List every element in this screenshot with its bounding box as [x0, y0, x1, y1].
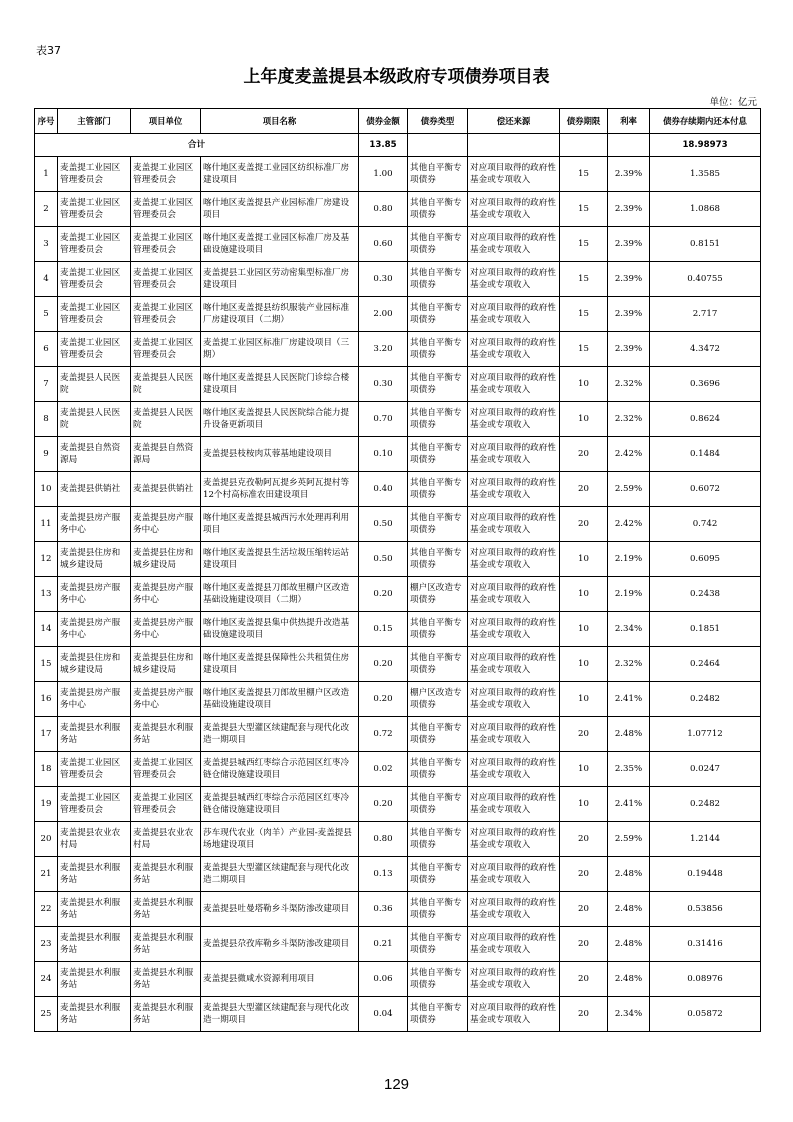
cell-rate: 2.39% — [608, 332, 650, 367]
cell-name: 麦盖提县城西红枣综合示范园区红枣冷链仓储设施建设项目 — [201, 752, 359, 787]
cell-term: 15 — [560, 297, 608, 332]
cell-amount: 0.30 — [359, 367, 408, 402]
cell-rate: 2.39% — [608, 297, 650, 332]
cell-unit: 麦盖提县水利服务站 — [131, 962, 201, 997]
cell-source: 对应项目取得的政府性基金或专项收入 — [468, 682, 560, 717]
cell-source: 对应项目取得的政府性基金或专项收入 — [468, 787, 560, 822]
cell-unit: 麦盖提县水利服务站 — [131, 892, 201, 927]
cell-name: 莎车现代农业（肉羊）产业园-麦盖提县场地建设项目 — [201, 822, 359, 857]
cell-term: 20 — [560, 892, 608, 927]
cell-amount: 0.21 — [359, 927, 408, 962]
cell-unit: 麦盖提县人民医院 — [131, 367, 201, 402]
cell-dept: 麦盖提工业园区管理委员会 — [58, 227, 131, 262]
cell-rate: 2.19% — [608, 577, 650, 612]
cell-rate: 2.19% — [608, 542, 650, 577]
cell-no: 24 — [35, 962, 58, 997]
cell-type: 其他自平衡专项债券 — [408, 822, 468, 857]
cell-amount: 0.80 — [359, 822, 408, 857]
cell-type: 其他自平衡专项债券 — [408, 262, 468, 297]
table-row — [35, 157, 761, 192]
cell-repay: 1.07712 — [650, 717, 761, 752]
header-type: 债券类型 — [408, 109, 468, 134]
cell-term: 20 — [560, 472, 608, 507]
cell-amount: 0.50 — [359, 507, 408, 542]
cell-dept: 麦盖提县房产服务中心 — [58, 682, 131, 717]
cell-term: 10 — [560, 542, 608, 577]
cell-term: 20 — [560, 822, 608, 857]
cell-term: 10 — [560, 787, 608, 822]
cell-repay: 0.742 — [650, 507, 761, 542]
table-row — [35, 507, 761, 542]
cell-repay: 0.1484 — [650, 437, 761, 472]
cell-source: 对应项目取得的政府性基金或专项收入 — [468, 647, 560, 682]
table-row — [35, 227, 761, 262]
cell-repay: 0.8151 — [650, 227, 761, 262]
cell-type: 其他自平衡专项债券 — [408, 297, 468, 332]
cell-type: 其他自平衡专项债券 — [408, 402, 468, 437]
cell-rate: 2.48% — [608, 927, 650, 962]
cell-repay: 0.2482 — [650, 682, 761, 717]
debt-project-table — [34, 108, 761, 1032]
cell-rate: 2.41% — [608, 682, 650, 717]
cell-rate: 2.48% — [608, 717, 650, 752]
cell-unit: 麦盖提县人民医院 — [131, 402, 201, 437]
cell-no: 9 — [35, 437, 58, 472]
cell-amount: 0.70 — [359, 402, 408, 437]
cell-type: 其他自平衡专项债券 — [408, 437, 468, 472]
cell-unit: 麦盖提县水利服务站 — [131, 717, 201, 752]
cell-name: 麦盖提县尕孜库勒乡斗渠防渗改建项目 — [201, 927, 359, 962]
table-row — [35, 402, 761, 437]
header-name: 项目名称 — [201, 109, 359, 134]
cell-unit: 麦盖提县住房和城乡建设局 — [131, 542, 201, 577]
cell-dept: 麦盖提县水利服务站 — [58, 927, 131, 962]
table-row — [35, 472, 761, 507]
cell-term: 10 — [560, 367, 608, 402]
cell-unit: 麦盖提县房产服务中心 — [131, 682, 201, 717]
cell-no: 16 — [35, 682, 58, 717]
cell-unit: 麦盖提工业园区管理委员会 — [131, 332, 201, 367]
cell-no: 17 — [35, 717, 58, 752]
cell-dept: 麦盖提县水利服务站 — [58, 717, 131, 752]
cell-amount: 0.02 — [359, 752, 408, 787]
cell-rate: 2.35% — [608, 752, 650, 787]
table-tag: 表37 — [36, 44, 61, 57]
cell-term: 20 — [560, 962, 608, 997]
cell-unit: 麦盖提县房产服务中心 — [131, 577, 201, 612]
cell-amount: 0.13 — [359, 857, 408, 892]
cell-unit: 麦盖提县自然资源局 — [131, 437, 201, 472]
cell-type: 其他自平衡专项债券 — [408, 752, 468, 787]
total-repay: 18.98973 — [650, 134, 761, 157]
cell-term: 15 — [560, 157, 608, 192]
cell-amount: 0.72 — [359, 717, 408, 752]
cell-name: 麦盖提县大型灌区续建配套与现代化改造一期项目 — [201, 997, 359, 1032]
cell-no: 2 — [35, 192, 58, 227]
total-empty — [408, 134, 468, 157]
cell-repay: 1.2144 — [650, 822, 761, 857]
cell-dept: 麦盖提县人民医院 — [58, 367, 131, 402]
cell-dept: 麦盖提工业园区管理委员会 — [58, 192, 131, 227]
cell-unit: 麦盖提工业园区管理委员会 — [131, 157, 201, 192]
cell-unit: 麦盖提县供销社 — [131, 472, 201, 507]
cell-dept: 麦盖提县农业农村局 — [58, 822, 131, 857]
cell-term: 20 — [560, 927, 608, 962]
cell-source: 对应项目取得的政府性基金或专项收入 — [468, 892, 560, 927]
cell-source: 对应项目取得的政府性基金或专项收入 — [468, 437, 560, 472]
cell-dept: 麦盖提工业园区管理委员会 — [58, 752, 131, 787]
cell-dept: 麦盖提县房产服务中心 — [58, 612, 131, 647]
cell-no: 22 — [35, 892, 58, 927]
cell-no: 8 — [35, 402, 58, 437]
cell-no: 5 — [35, 297, 58, 332]
cell-amount: 1.00 — [359, 157, 408, 192]
cell-term: 15 — [560, 227, 608, 262]
table-row — [35, 787, 761, 822]
header-dept: 主管部门 — [58, 109, 131, 134]
cell-term: 15 — [560, 332, 608, 367]
cell-unit: 麦盖提县房产服务中心 — [131, 507, 201, 542]
table-row — [35, 262, 761, 297]
cell-term: 15 — [560, 192, 608, 227]
cell-rate: 2.39% — [608, 262, 650, 297]
cell-type: 其他自平衡专项债券 — [408, 612, 468, 647]
cell-source: 对应项目取得的政府性基金或专项收入 — [468, 402, 560, 437]
cell-term: 20 — [560, 997, 608, 1032]
cell-name: 喀什地区麦盖提县纺织服装产业园标准厂房建设项目（二期） — [201, 297, 359, 332]
cell-amount: 0.20 — [359, 647, 408, 682]
cell-no: 1 — [35, 157, 58, 192]
cell-type: 其他自平衡专项债券 — [408, 542, 468, 577]
cell-name: 喀什地区麦盖提县刀郎故里棚户区改造基础设施建设项目（二期） — [201, 577, 359, 612]
cell-no: 19 — [35, 787, 58, 822]
cell-dept: 麦盖提县水利服务站 — [58, 857, 131, 892]
cell-no: 7 — [35, 367, 58, 402]
cell-name: 喀什地区麦盖提县集中供热提升改造基础设施建设项目 — [201, 612, 359, 647]
table-row — [35, 962, 761, 997]
cell-source: 对应项目取得的政府性基金或专项收入 — [468, 472, 560, 507]
cell-dept: 麦盖提县住房和城乡建设局 — [58, 647, 131, 682]
cell-dept: 麦盖提县供销社 — [58, 472, 131, 507]
cell-source: 对应项目取得的政府性基金或专项收入 — [468, 857, 560, 892]
cell-repay: 0.31416 — [650, 927, 761, 962]
cell-no: 6 — [35, 332, 58, 367]
cell-rate: 2.59% — [608, 472, 650, 507]
cell-no: 13 — [35, 577, 58, 612]
cell-no: 20 — [35, 822, 58, 857]
cell-amount: 3.20 — [359, 332, 408, 367]
cell-name: 麦盖提县微咸水资源利用项目 — [201, 962, 359, 997]
cell-rate: 2.42% — [608, 507, 650, 542]
table-row — [35, 612, 761, 647]
cell-source: 对应项目取得的政府性基金或专项收入 — [468, 507, 560, 542]
cell-type: 棚户区改造专项债券 — [408, 682, 468, 717]
table-row — [35, 542, 761, 577]
cell-type: 其他自平衡专项债券 — [408, 997, 468, 1032]
cell-unit: 麦盖提工业园区管理委员会 — [131, 262, 201, 297]
cell-unit: 麦盖提县水利服务站 — [131, 997, 201, 1032]
cell-source: 对应项目取得的政府性基金或专项收入 — [468, 262, 560, 297]
total-amount: 13.85 — [359, 134, 408, 157]
cell-unit: 麦盖提工业园区管理委员会 — [131, 787, 201, 822]
cell-repay: 0.40755 — [650, 262, 761, 297]
cell-dept: 麦盖提工业园区管理委员会 — [58, 332, 131, 367]
cell-dept: 麦盖提县人民医院 — [58, 402, 131, 437]
cell-source: 对应项目取得的政府性基金或专项收入 — [468, 157, 560, 192]
cell-term: 15 — [560, 262, 608, 297]
cell-term: 20 — [560, 717, 608, 752]
cell-dept: 麦盖提工业园区管理委员会 — [58, 157, 131, 192]
cell-amount: 0.04 — [359, 997, 408, 1032]
cell-type: 其他自平衡专项债券 — [408, 507, 468, 542]
table-row — [35, 332, 761, 367]
cell-dept: 麦盖提县水利服务站 — [58, 962, 131, 997]
cell-name: 喀什地区麦盖提县人民医院综合能力提升设备更新项目 — [201, 402, 359, 437]
header-unit: 项目单位 — [131, 109, 201, 134]
cell-name: 麦盖提县克孜勒阿瓦提乡英阿瓦提村等12个村高标准农田建设项目 — [201, 472, 359, 507]
cell-amount: 0.50 — [359, 542, 408, 577]
cell-term: 20 — [560, 507, 608, 542]
cell-name: 麦盖提工业园区标准厂房建设项目（三期） — [201, 332, 359, 367]
cell-repay: 0.2482 — [650, 787, 761, 822]
cell-source: 对应项目取得的政府性基金或专项收入 — [468, 542, 560, 577]
cell-name: 麦盖提县枝桉肉苁蓉基地建设项目 — [201, 437, 359, 472]
table-row — [35, 927, 761, 962]
cell-dept: 麦盖提县自然资源局 — [58, 437, 131, 472]
cell-amount: 0.60 — [359, 227, 408, 262]
cell-unit: 麦盖提工业园区管理委员会 — [131, 297, 201, 332]
cell-repay: 1.0868 — [650, 192, 761, 227]
cell-repay: 0.1851 — [650, 612, 761, 647]
header-source: 偿还来源 — [468, 109, 560, 134]
total-label: 合计 — [35, 134, 359, 157]
cell-no: 23 — [35, 927, 58, 962]
cell-name: 麦盖提县大型灌区续建配套与现代化改造二期项目 — [201, 857, 359, 892]
table-row — [35, 297, 761, 332]
cell-dept: 麦盖提工业园区管理委员会 — [58, 297, 131, 332]
cell-repay: 0.53856 — [650, 892, 761, 927]
cell-type: 其他自平衡专项债券 — [408, 717, 468, 752]
cell-term: 10 — [560, 612, 608, 647]
cell-type: 棚户区改造专项债券 — [408, 577, 468, 612]
cell-name: 麦盖提县大型灌区续建配套与现代化改造一期项目 — [201, 717, 359, 752]
cell-name: 喀什地区麦盖提县城西污水处理再利用项目 — [201, 507, 359, 542]
cell-repay: 0.3696 — [650, 367, 761, 402]
cell-unit: 麦盖提县水利服务站 — [131, 927, 201, 962]
cell-type: 其他自平衡专项债券 — [408, 157, 468, 192]
table-row — [35, 752, 761, 787]
cell-rate: 2.48% — [608, 962, 650, 997]
cell-source: 对应项目取得的政府性基金或专项收入 — [468, 227, 560, 262]
cell-source: 对应项目取得的政府性基金或专项收入 — [468, 332, 560, 367]
cell-source: 对应项目取得的政府性基金或专项收入 — [468, 717, 560, 752]
cell-source: 对应项目取得的政府性基金或专项收入 — [468, 927, 560, 962]
cell-repay: 0.6072 — [650, 472, 761, 507]
header-rate: 利率 — [608, 109, 650, 134]
cell-unit: 麦盖提县农业农村局 — [131, 822, 201, 857]
cell-type: 其他自平衡专项债券 — [408, 192, 468, 227]
cell-source: 对应项目取得的政府性基金或专项收入 — [468, 367, 560, 402]
table-row — [35, 717, 761, 752]
total-row — [35, 134, 761, 157]
cell-name: 喀什地区麦盖提县产业园标准厂房建设项目 — [201, 192, 359, 227]
cell-no: 15 — [35, 647, 58, 682]
cell-rate: 2.32% — [608, 647, 650, 682]
cell-term: 20 — [560, 437, 608, 472]
cell-term: 10 — [560, 647, 608, 682]
cell-source: 对应项目取得的政府性基金或专项收入 — [468, 962, 560, 997]
cell-rate: 2.32% — [608, 367, 650, 402]
cell-repay: 2.717 — [650, 297, 761, 332]
cell-rate: 2.34% — [608, 997, 650, 1032]
cell-amount: 0.06 — [359, 962, 408, 997]
unit-label: 单位：亿元 — [709, 97, 757, 108]
cell-repay: 0.8624 — [650, 402, 761, 437]
cell-dept: 麦盖提县房产服务中心 — [58, 577, 131, 612]
cell-no: 3 — [35, 227, 58, 262]
cell-rate: 2.39% — [608, 192, 650, 227]
table-row — [35, 577, 761, 612]
header-no: 序号 — [35, 109, 58, 134]
cell-repay: 4.3472 — [650, 332, 761, 367]
cell-rate: 2.39% — [608, 157, 650, 192]
cell-term: 10 — [560, 402, 608, 437]
cell-amount: 0.20 — [359, 787, 408, 822]
cell-type: 其他自平衡专项债券 — [408, 892, 468, 927]
cell-unit: 麦盖提县水利服务站 — [131, 857, 201, 892]
total-empty — [560, 134, 608, 157]
cell-amount: 0.30 — [359, 262, 408, 297]
cell-name: 喀什地区麦盖提县刀郎故里棚户区改造基础设施建设项目 — [201, 682, 359, 717]
cell-type: 其他自平衡专项债券 — [408, 332, 468, 367]
cell-dept: 麦盖提县水利服务站 — [58, 997, 131, 1032]
cell-no: 14 — [35, 612, 58, 647]
cell-repay: 0.6095 — [650, 542, 761, 577]
cell-unit: 麦盖提县房产服务中心 — [131, 612, 201, 647]
cell-repay: 0.05872 — [650, 997, 761, 1032]
cell-term: 10 — [560, 752, 608, 787]
cell-name: 喀什地区麦盖提工业园区纺织标准厂房建设项目 — [201, 157, 359, 192]
cell-source: 对应项目取得的政府性基金或专项收入 — [468, 612, 560, 647]
cell-rate: 2.48% — [608, 857, 650, 892]
cell-term: 20 — [560, 857, 608, 892]
cell-type: 其他自平衡专项债券 — [408, 227, 468, 262]
cell-amount: 0.10 — [359, 437, 408, 472]
cell-amount: 0.15 — [359, 612, 408, 647]
cell-source: 对应项目取得的政府性基金或专项收入 — [468, 297, 560, 332]
table-row — [35, 682, 761, 717]
page-title: 上年度麦盖提县本级政府专项债券项目表 — [243, 67, 550, 87]
cell-name: 喀什地区麦盖提县生活垃圾压缩转运站建设项目 — [201, 542, 359, 577]
table-row — [35, 192, 761, 227]
total-empty — [608, 134, 650, 157]
cell-repay: 0.0247 — [650, 752, 761, 787]
cell-unit: 麦盖提工业园区管理委员会 — [131, 192, 201, 227]
table-row — [35, 647, 761, 682]
cell-unit: 麦盖提工业园区管理委员会 — [131, 752, 201, 787]
header-term: 债券期限 — [560, 109, 608, 134]
cell-no: 18 — [35, 752, 58, 787]
cell-term: 10 — [560, 577, 608, 612]
cell-rate: 2.39% — [608, 227, 650, 262]
cell-amount: 2.00 — [359, 297, 408, 332]
cell-rate: 2.41% — [608, 787, 650, 822]
cell-amount: 0.80 — [359, 192, 408, 227]
cell-name: 麦盖提县吐曼塔勒乡斗渠防渗改建项目 — [201, 892, 359, 927]
table-row — [35, 822, 761, 857]
cell-no: 25 — [35, 997, 58, 1032]
cell-type: 其他自平衡专项债券 — [408, 927, 468, 962]
header-repay: 债券存续期内还本付息 — [650, 109, 761, 134]
cell-name: 麦盖提县城西红枣综合示范园区红枣冷链仓储设施建设项目 — [201, 787, 359, 822]
cell-amount: 0.20 — [359, 577, 408, 612]
cell-dept: 麦盖提县房产服务中心 — [58, 507, 131, 542]
cell-type: 其他自平衡专项债券 — [408, 857, 468, 892]
cell-source: 对应项目取得的政府性基金或专项收入 — [468, 192, 560, 227]
cell-name: 麦盖提县工业园区劳动密集型标准厂房建设项目 — [201, 262, 359, 297]
cell-rate: 2.34% — [608, 612, 650, 647]
cell-rate: 2.32% — [608, 402, 650, 437]
cell-repay: 1.3585 — [650, 157, 761, 192]
table-row — [35, 437, 761, 472]
cell-type: 其他自平衡专项债券 — [408, 787, 468, 822]
cell-unit: 麦盖提县住房和城乡建设局 — [131, 647, 201, 682]
cell-repay: 0.2464 — [650, 647, 761, 682]
cell-no: 11 — [35, 507, 58, 542]
cell-repay: 0.19448 — [650, 857, 761, 892]
cell-rate: 2.48% — [608, 892, 650, 927]
cell-amount: 0.36 — [359, 892, 408, 927]
cell-type: 其他自平衡专项债券 — [408, 367, 468, 402]
cell-source: 对应项目取得的政府性基金或专项收入 — [468, 752, 560, 787]
table-row — [35, 367, 761, 402]
table-row — [35, 857, 761, 892]
total-empty — [468, 134, 560, 157]
cell-no: 10 — [35, 472, 58, 507]
cell-name: 喀什地区麦盖提县保障性公共租赁住房建设项目 — [201, 647, 359, 682]
cell-type: 其他自平衡专项债券 — [408, 962, 468, 997]
table-row — [35, 997, 761, 1032]
cell-no: 12 — [35, 542, 58, 577]
cell-name: 喀什地区麦盖提县人民医院门诊综合楼建设项目 — [201, 367, 359, 402]
cell-term: 10 — [560, 682, 608, 717]
cell-dept: 麦盖提工业园区管理委员会 — [58, 262, 131, 297]
cell-repay: 0.08976 — [650, 962, 761, 997]
header-row — [35, 109, 761, 134]
cell-source: 对应项目取得的政府性基金或专项收入 — [468, 822, 560, 857]
cell-no: 21 — [35, 857, 58, 892]
cell-repay: 0.2438 — [650, 577, 761, 612]
page-number: 129 — [383, 1076, 410, 1093]
cell-dept: 麦盖提县水利服务站 — [58, 892, 131, 927]
cell-type: 其他自平衡专项债券 — [408, 647, 468, 682]
cell-type: 其他自平衡专项债券 — [408, 472, 468, 507]
header-amount: 债券金额 — [359, 109, 408, 134]
cell-amount: 0.40 — [359, 472, 408, 507]
cell-source: 对应项目取得的政府性基金或专项收入 — [468, 997, 560, 1032]
cell-no: 4 — [35, 262, 58, 297]
cell-amount: 0.20 — [359, 682, 408, 717]
cell-rate: 2.42% — [608, 437, 650, 472]
cell-name: 喀什地区麦盖提工业园区标准厂房及基础设施建设项目 — [201, 227, 359, 262]
cell-unit: 麦盖提工业园区管理委员会 — [131, 227, 201, 262]
cell-rate: 2.59% — [608, 822, 650, 857]
table-row — [35, 892, 761, 927]
cell-dept: 麦盖提工业园区管理委员会 — [58, 787, 131, 822]
cell-dept: 麦盖提县住房和城乡建设局 — [58, 542, 131, 577]
cell-source: 对应项目取得的政府性基金或专项收入 — [468, 577, 560, 612]
